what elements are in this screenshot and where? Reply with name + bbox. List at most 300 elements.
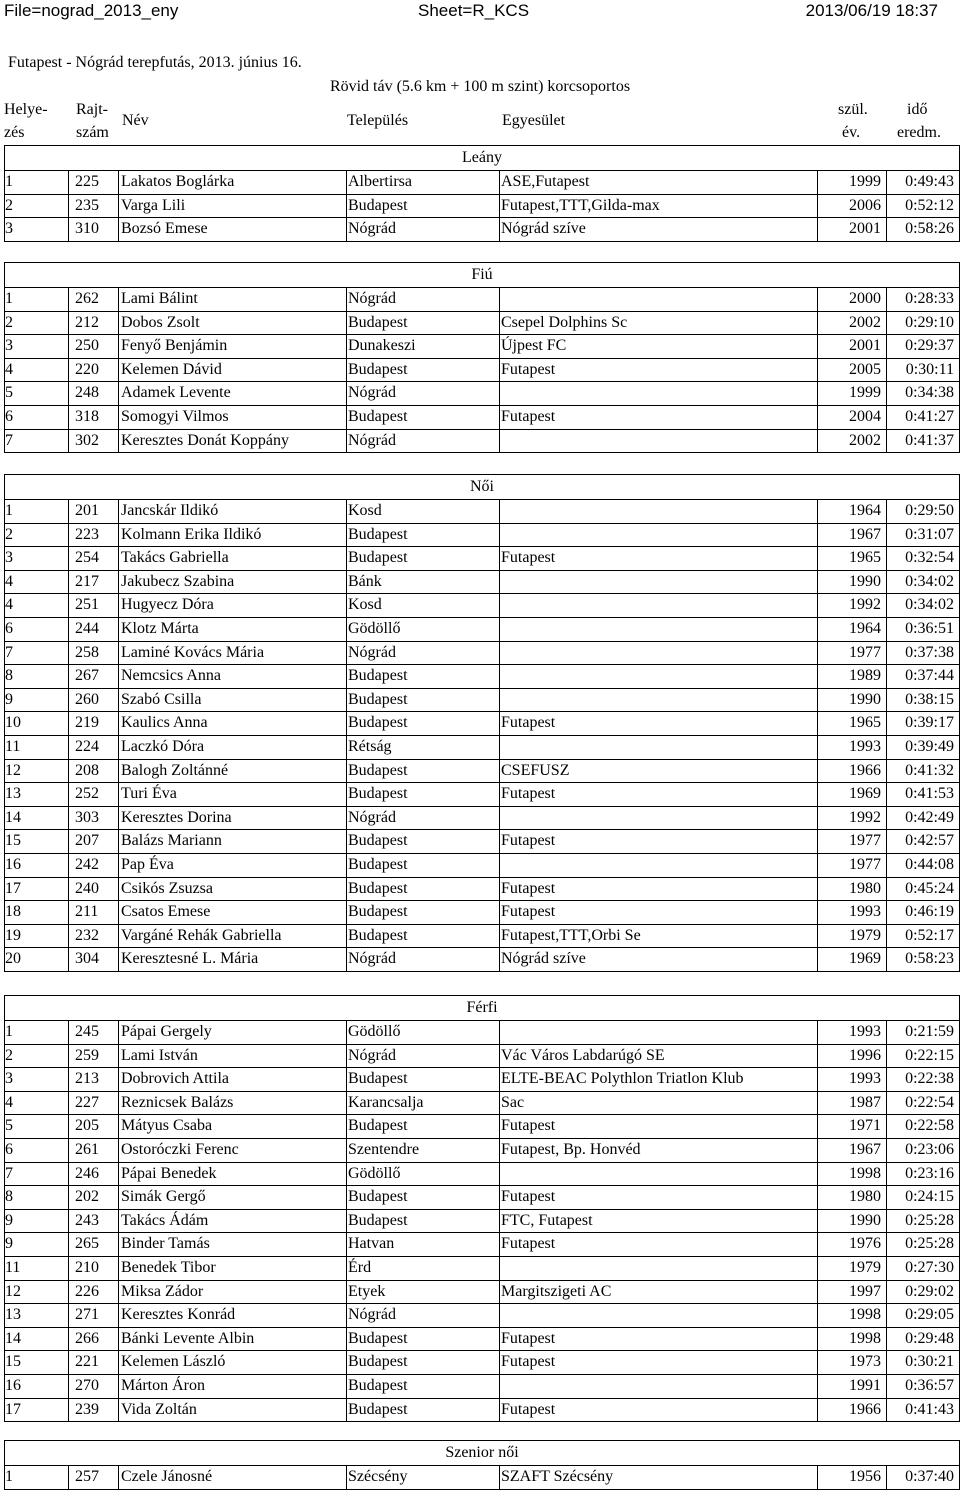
section-title: Fiú [471, 266, 493, 283]
cell-time: 0:29:48 [905, 1329, 954, 1347]
table-row [5, 664, 959, 688]
cell-name: Keresztes Donát Koppány [121, 431, 289, 449]
cell-bib: 251 [75, 596, 99, 614]
cell-time: 0:44:08 [905, 856, 954, 873]
col-year-1: szül. [838, 101, 868, 118]
table-row [5, 546, 959, 570]
cell-time: 0:29:37 [905, 337, 954, 355]
cell-town: Nógrád [348, 643, 396, 661]
cell-town: Budapest [348, 1329, 408, 1347]
section-title: Leány [462, 149, 502, 166]
cell-name: Laminé Kovács Mária [121, 643, 265, 661]
cell-town: Érd [348, 1259, 372, 1276]
cell-year: 2004 [849, 408, 881, 425]
cell-bib: 210 [75, 1259, 99, 1276]
cell-name: Somogyi Vilmos [121, 408, 229, 425]
cell-name: Jakubecz Szabina [121, 572, 235, 590]
cell-town: Budapest [348, 1353, 408, 1371]
cell-year: 1990 [849, 572, 881, 590]
cell-place: 19 [5, 926, 21, 944]
cell-place: 1 [5, 502, 13, 519]
cell-town: Nógrád [348, 384, 396, 402]
cell-bib: 221 [75, 1353, 99, 1371]
cell-year: 2000 [849, 290, 881, 307]
cell-bib: 248 [75, 384, 99, 402]
cell-bib: 318 [75, 408, 99, 425]
cell-club: Futapest,TTT,Orbi Se [501, 926, 641, 944]
cell-time: 0:27:30 [905, 1259, 954, 1276]
cell-time: 0:23:06 [905, 1141, 954, 1158]
cell-year: 1989 [849, 667, 881, 685]
cell-club: Futapest [501, 1117, 556, 1135]
cell-place: 8 [5, 1188, 13, 1206]
cell-year: 1997 [849, 1282, 881, 1300]
cell-place: 7 [5, 431, 13, 449]
cell-year: 1965 [849, 549, 881, 567]
cell-year: 1993 [849, 1023, 881, 1040]
cell-club: ASE,Futapest [501, 173, 590, 190]
col-year-2: év. [842, 124, 861, 141]
sheet-name: Sheet=R_KCS [418, 1, 530, 20]
cell-name: Takács Gabriella [121, 549, 229, 567]
cell-place: 3 [5, 220, 13, 238]
cell-time: 0:41:27 [905, 408, 954, 425]
cell-town: Budapest [348, 313, 408, 331]
cell-time: 0:39:49 [905, 738, 954, 755]
cell-town: Rétság [348, 738, 392, 755]
cell-name: Reznicsek Balázs [121, 1093, 234, 1111]
cell-time: 0:28:33 [905, 290, 954, 307]
cell-name: Balázs Mariann [121, 832, 222, 850]
cell-place: 17 [5, 879, 21, 897]
cell-bib: 271 [75, 1306, 99, 1324]
cell-time: 0:46:19 [905, 903, 954, 921]
cell-year: 1967 [849, 525, 881, 543]
cell-year: 1998 [849, 1164, 881, 1182]
cell-place: 10 [5, 714, 21, 732]
cell-bib: 239 [75, 1400, 99, 1418]
cell-time: 0:41:37 [905, 431, 954, 449]
cell-club: Margitszigeti AC [501, 1282, 612, 1300]
cell-town: Etyek [348, 1282, 386, 1300]
cell-year: 1964 [849, 502, 881, 519]
cell-bib: 259 [75, 1046, 99, 1064]
table-row [5, 1303, 959, 1327]
table-row [5, 287, 959, 311]
cell-year: 2001 [849, 337, 881, 355]
cell-place: 14 [5, 808, 21, 826]
cell-name: Pap Éva [121, 856, 174, 873]
cell-bib: 304 [75, 950, 99, 968]
cell-time: 0:39:17 [905, 714, 954, 732]
cell-place: 1 [5, 290, 13, 307]
table-row [5, 1465, 959, 1489]
table-row [5, 429, 959, 453]
cell-bib: 220 [75, 360, 99, 378]
cell-year: 1999 [849, 173, 881, 190]
cell-place: 4 [5, 596, 13, 614]
cell-club: Sac [501, 1093, 525, 1111]
table-row [5, 1044, 959, 1068]
cell-time: 0:22:15 [905, 1046, 954, 1064]
cell-bib: 226 [75, 1282, 99, 1300]
cell-town: Budapest [348, 1211, 408, 1229]
cell-town: Budapest [348, 525, 408, 543]
cell-time: 0:41:32 [905, 761, 954, 779]
cell-club: Futapest [501, 1400, 556, 1418]
cell-year: 1990 [849, 1211, 881, 1229]
cell-town: Gödöllő [348, 1164, 401, 1182]
cell-club: Futapest [501, 903, 556, 921]
table-row [5, 877, 959, 901]
cell-name: Turi Éva [121, 785, 177, 803]
cell-year: 1980 [849, 879, 881, 897]
cell-place: 17 [5, 1400, 21, 1418]
cell-name: Dobos Zsolt [121, 313, 200, 331]
cell-bib: 235 [75, 196, 99, 214]
cell-place: 7 [5, 643, 13, 661]
table-row [5, 1398, 959, 1422]
cell-time: 0:38:15 [905, 690, 954, 708]
cell-place: 2 [5, 313, 13, 331]
cell-time: 0:49:43 [905, 173, 954, 190]
section-title: Női [470, 478, 494, 495]
section-3-table [4, 474, 960, 972]
cell-year: 2001 [849, 220, 881, 238]
cell-year: 2006 [849, 196, 881, 214]
table-row [5, 853, 959, 877]
cell-club: Futapest [501, 1329, 556, 1347]
cell-bib: 267 [75, 667, 99, 685]
cell-name: Márton Áron [121, 1377, 205, 1394]
cell-bib: 266 [75, 1329, 99, 1347]
cell-place: 15 [5, 832, 21, 850]
cell-town: Albertirsa [348, 173, 412, 190]
cell-name: Pápai Gergely [121, 1023, 212, 1040]
cell-club: Futapest [501, 360, 556, 378]
cell-town: Budapest [348, 714, 408, 732]
cell-name: Nemcsics Anna [121, 667, 221, 685]
cell-place: 6 [5, 620, 13, 637]
cell-time: 0:52:12 [905, 196, 954, 214]
cell-bib: 265 [75, 1235, 99, 1253]
cell-town: Nógrád [348, 220, 396, 238]
table-row [5, 593, 959, 617]
cell-year: 1992 [849, 808, 881, 826]
cell-town: Budapest [348, 856, 408, 873]
cell-town: Budapest [348, 549, 408, 567]
table-row [5, 381, 959, 405]
cell-town: Bánk [348, 572, 382, 590]
table-row [5, 1091, 959, 1115]
cell-name: Mátyus Csaba [121, 1117, 213, 1135]
cell-year: 1999 [849, 384, 881, 402]
cell-year: 1993 [849, 903, 881, 921]
cell-name: Hugyecz Dóra [121, 596, 214, 614]
section-title: Férfi [466, 999, 498, 1016]
cell-bib: 201 [75, 502, 99, 519]
section-5-table [4, 1440, 960, 1490]
cell-bib: 261 [75, 1141, 99, 1158]
cell-year: 1966 [849, 1400, 881, 1418]
table-row [5, 900, 959, 924]
cell-place: 2 [5, 196, 13, 214]
cell-club: Futapest [501, 785, 556, 803]
cell-club: Nógrád szíve [501, 220, 586, 238]
cell-time: 0:42:57 [905, 832, 954, 850]
cell-time: 0:30:21 [905, 1353, 954, 1371]
file-name: File=nograd_2013_eny [4, 1, 179, 20]
cell-year: 1967 [849, 1141, 881, 1158]
cell-name: Klotz Márta [121, 620, 199, 637]
cell-place: 6 [5, 1141, 13, 1158]
print-datetime: 2013/06/19 18:37 [805, 1, 938, 20]
cell-year: 1977 [849, 832, 881, 850]
cell-club: Nógrád szíve [501, 950, 586, 968]
cell-time: 0:34:38 [905, 384, 954, 402]
cell-bib: 240 [75, 879, 99, 897]
cell-town: Nógrád [348, 290, 396, 307]
cell-club: Futapest [501, 1188, 556, 1206]
col-time-2: eredm. [897, 124, 941, 141]
cell-town: Budapest [348, 832, 408, 850]
cell-bib: 227 [75, 1093, 99, 1111]
cell-town: Nógrád [348, 1046, 396, 1064]
cell-club: Futapest [501, 549, 556, 567]
cell-name: Lami Bálint [121, 290, 198, 307]
cell-town: Gödöllő [348, 1023, 401, 1040]
cell-name: Jancskár Ildikó [121, 502, 219, 519]
cell-time: 0:37:40 [905, 1468, 954, 1485]
cell-time: 0:29:10 [905, 313, 954, 331]
cell-bib: 262 [75, 290, 99, 307]
cell-bib: 303 [75, 808, 99, 826]
cell-town: Budapest [348, 879, 408, 897]
cell-club: Csepel Dolphins Sc [501, 313, 628, 331]
cell-year: 1956 [849, 1468, 881, 1485]
table-row [5, 1209, 959, 1233]
cell-name: Takács Ádám [121, 1211, 209, 1229]
cell-club: SZAFT Szécsény [501, 1468, 614, 1485]
cell-bib: 244 [75, 620, 99, 637]
col-town: Település [347, 112, 409, 129]
section-1-table [4, 145, 960, 242]
cell-time: 0:36:57 [905, 1377, 954, 1394]
cell-bib: 254 [75, 549, 99, 567]
cell-bib: 252 [75, 785, 99, 803]
cell-club: Vác Város Labdarúgó SE [501, 1046, 665, 1064]
cell-bib: 225 [75, 173, 99, 190]
cell-bib: 205 [75, 1117, 99, 1135]
cell-place: 4 [5, 360, 13, 378]
cell-place: 11 [5, 1259, 21, 1276]
cell-place: 2 [5, 1046, 13, 1064]
table-row [5, 1232, 959, 1256]
cell-name: Czele Jánosné [121, 1468, 213, 1485]
cell-year: 1980 [849, 1188, 881, 1206]
cell-place: 16 [5, 856, 21, 873]
cell-name: Kolmann Erika Ildikó [121, 525, 262, 543]
cell-place: 8 [5, 667, 13, 685]
cell-name: Fenyő Benjámin [121, 337, 228, 355]
cell-name: Vargáné Rehák Gabriella [121, 926, 282, 944]
table-row [5, 806, 959, 830]
table-row [5, 924, 959, 948]
cell-year: 1964 [849, 620, 881, 637]
table-row [5, 1020, 959, 1044]
cell-time: 0:25:28 [905, 1211, 954, 1229]
cell-town: Budapest [348, 196, 408, 214]
cell-name: Keresztes Dorina [121, 808, 232, 826]
cell-name: Csatos Emese [121, 903, 211, 921]
cell-town: Budapest [348, 761, 408, 779]
cell-time: 0:34:02 [905, 596, 954, 614]
cell-year: 1977 [849, 643, 881, 661]
cell-town: Budapest [348, 360, 408, 378]
cell-time: 0:31:07 [905, 525, 954, 543]
cell-club: Futapest [501, 714, 556, 732]
cell-year: 1992 [849, 596, 881, 614]
cell-time: 0:36:51 [905, 620, 954, 637]
cell-time: 0:23:16 [905, 1164, 954, 1182]
cell-bib: 243 [75, 1211, 99, 1229]
cell-town: Nógrád [348, 808, 396, 826]
event-subtitle: Rövid táv (5.6 km + 100 m szint) korcsoportos [329, 78, 631, 95]
cell-time: 0:22:54 [905, 1093, 954, 1111]
cell-name: Vida Zoltán [121, 1400, 197, 1418]
cell-place: 3 [5, 1070, 13, 1088]
cell-town: Budapest [348, 1188, 408, 1206]
cell-place: 3 [5, 337, 13, 355]
cell-place: 9 [5, 1235, 13, 1253]
cell-bib: 232 [75, 926, 99, 944]
cell-town: Nógrád [348, 431, 396, 449]
cell-time: 0:58:23 [905, 950, 954, 968]
cell-place: 11 [5, 738, 21, 755]
cell-club: Újpest FC [501, 337, 567, 355]
col-time-1: idő [907, 101, 928, 118]
cell-bib: 250 [75, 337, 99, 355]
cell-year: 1979 [849, 926, 881, 944]
cell-club: Futapest, Bp. Honvéd [501, 1141, 641, 1158]
table-row [5, 1067, 959, 1091]
section-4-table [4, 995, 960, 1422]
cell-time: 0:24:15 [905, 1188, 954, 1206]
cell-year: 1987 [849, 1093, 881, 1111]
table-row [5, 735, 959, 759]
cell-place: 3 [5, 549, 13, 567]
cell-place: 9 [5, 690, 13, 708]
cell-town: Nógrád [348, 1306, 396, 1324]
cell-name: Pápai Benedek [121, 1164, 217, 1182]
table-row [5, 570, 959, 594]
table-row [5, 358, 959, 382]
cell-bib: 224 [75, 738, 99, 755]
col-name: Név [122, 112, 149, 129]
cell-time: 0:25:28 [905, 1235, 954, 1253]
cell-club: Futapest [501, 1235, 556, 1253]
cell-bib: 212 [75, 313, 99, 331]
cell-place: 20 [5, 950, 21, 968]
cell-time: 0:37:38 [905, 643, 954, 661]
cell-town: Hatvan [348, 1235, 395, 1253]
cell-year: 1993 [849, 738, 881, 755]
cell-name: Binder Tamás [121, 1235, 210, 1253]
cell-bib: 202 [75, 1188, 99, 1206]
cell-name: Balogh Zoltánné [121, 761, 229, 779]
table-row [5, 405, 959, 429]
table-row [5, 617, 959, 641]
cell-place: 13 [5, 785, 21, 803]
cell-year: 1998 [849, 1306, 881, 1324]
cell-time: 0:30:11 [905, 360, 954, 378]
cell-time: 0:22:58 [905, 1117, 954, 1135]
cell-town: Gödöllő [348, 620, 401, 637]
table-row [5, 829, 959, 853]
cell-year: 1993 [849, 1070, 881, 1088]
cell-town: Szécsény [348, 1468, 408, 1485]
cell-name: Miksa Zádor [121, 1282, 204, 1300]
cell-name: Ostoróczki Ferenc [121, 1141, 239, 1158]
table-row [5, 334, 959, 358]
cell-name: Lami István [121, 1046, 198, 1064]
cell-club: FTC, Futapest [501, 1211, 593, 1229]
cell-town: Kosd [348, 596, 382, 614]
cell-town: Budapest [348, 1117, 408, 1135]
table-row [5, 311, 959, 335]
cell-bib: 219 [75, 714, 99, 732]
table-row [5, 688, 959, 712]
cell-place: 5 [5, 384, 13, 402]
cell-time: 0:52:17 [905, 926, 954, 944]
cell-year: 1977 [849, 856, 881, 873]
cell-bib: 302 [75, 431, 99, 449]
cell-town: Budapest [348, 690, 408, 708]
col-place-2: zés [4, 124, 25, 141]
cell-year: 1979 [849, 1259, 881, 1276]
cell-town: Budapest [348, 903, 408, 921]
col-place-1: Helye- [4, 101, 48, 118]
cell-name: Bozsó Emese [121, 220, 208, 238]
cell-place: 6 [5, 408, 13, 425]
event-title: Futapest - Nógrád terepfutás, 2013. június 16. [8, 54, 302, 71]
cell-club: ELTE-BEAC Polythlon Triatlon Klub [501, 1070, 744, 1088]
cell-year: 2002 [849, 431, 881, 449]
table-row [5, 1327, 959, 1351]
cell-name: Lakatos Boglárka [121, 173, 235, 190]
cell-town: Budapest [348, 1377, 408, 1394]
cell-place: 1 [5, 1468, 13, 1485]
cell-time: 0:32:54 [905, 549, 954, 567]
cell-time: 0:58:26 [905, 220, 954, 238]
cell-year: 1966 [849, 761, 881, 779]
cell-time: 0:29:05 [905, 1306, 954, 1324]
cell-town: Szentendre [348, 1141, 420, 1158]
cell-name: Laczkó Dóra [121, 738, 205, 755]
cell-bib: 211 [75, 903, 99, 921]
cell-place: 4 [5, 572, 13, 590]
cell-club: Futapest [501, 832, 556, 850]
cell-place: 15 [5, 1353, 21, 1371]
table-row [5, 1350, 959, 1374]
table-row [5, 1114, 959, 1138]
table-row [5, 1374, 959, 1398]
cell-year: 1969 [849, 785, 881, 803]
cell-town: Budapest [348, 926, 408, 944]
cell-town: Kosd [348, 502, 382, 519]
cell-town: Dunakeszi [348, 337, 416, 355]
cell-name: Kelemen László [121, 1353, 226, 1371]
